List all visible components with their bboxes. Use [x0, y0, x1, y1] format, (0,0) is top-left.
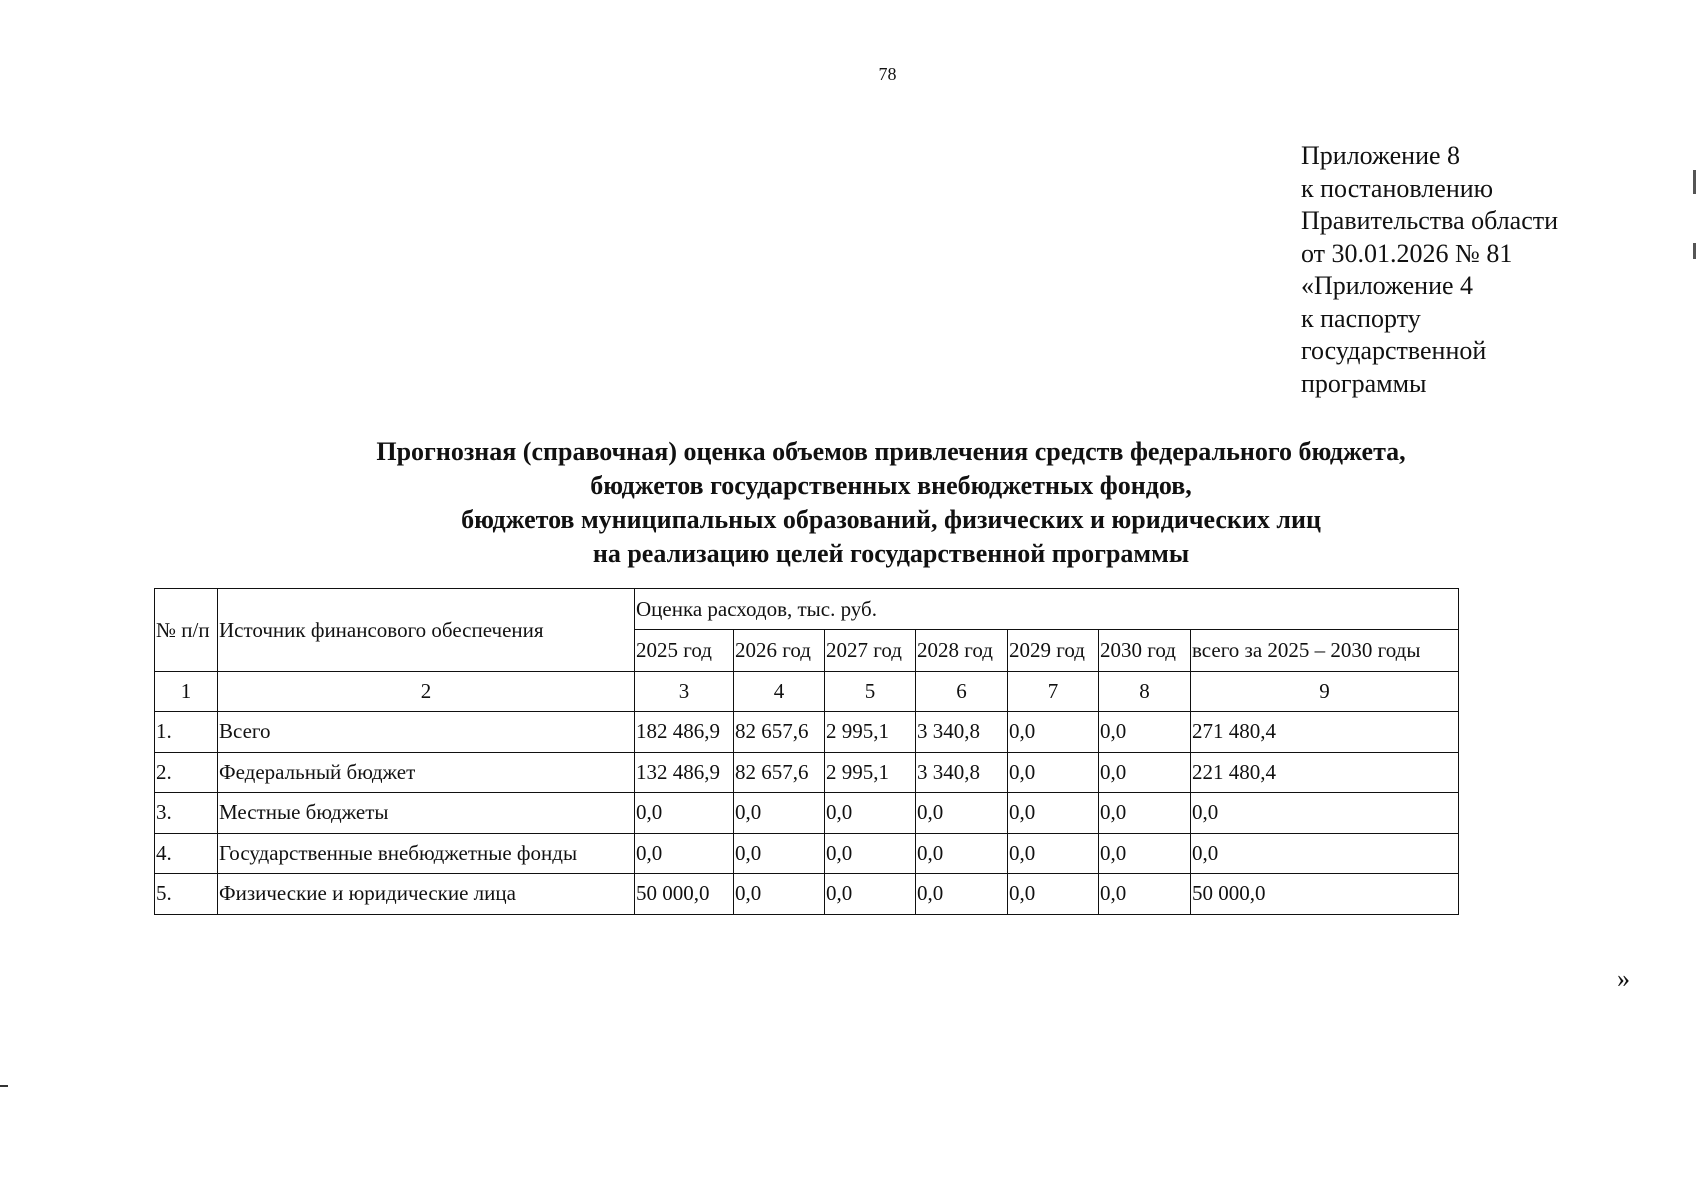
row-value: 0,0 — [1008, 793, 1099, 834]
row-source: Государственные внебюджетные фонды — [218, 833, 635, 874]
table-row — [155, 874, 1459, 915]
header-index: № п/п — [155, 589, 218, 672]
appendix-line: государственной — [1301, 336, 1487, 365]
table-row — [155, 833, 1459, 874]
row-number: 3. — [155, 793, 218, 834]
row-value: 0,0 — [1099, 793, 1191, 834]
appendix-line: к паспорту — [1301, 303, 1421, 333]
column-number: 5 — [825, 672, 916, 712]
column-number: 9 — [1191, 672, 1459, 712]
row-value: 3 340,8 — [916, 712, 1008, 753]
appendix-line: от 30.01.2026 № 81 — [1301, 238, 1513, 268]
header-year: 2030 год — [1099, 630, 1191, 672]
row-value: 2 995,1 — [825, 752, 916, 793]
row-total: 271 480,4 — [1191, 712, 1459, 753]
row-value: 0,0 — [916, 833, 1008, 874]
title-line: Прогнозная (справочная) оценка объемов привлечения средств федерального бюджета, — [376, 437, 1406, 466]
row-total: 221 480,4 — [1191, 752, 1459, 793]
row-value: 0,0 — [825, 874, 916, 915]
column-number: 7 — [1008, 672, 1099, 712]
column-number: 1 — [155, 672, 218, 712]
margin-mark — [0, 1085, 8, 1087]
row-total: 50 000,0 — [1191, 874, 1459, 915]
edge-mark — [1693, 243, 1696, 259]
row-number: 1. — [155, 712, 218, 753]
header-row — [155, 589, 1459, 630]
header-year: 2027 год — [825, 630, 916, 672]
appendix-line: «Приложение 4 — [1301, 271, 1474, 300]
header-year: 2025 год — [635, 630, 734, 672]
row-value: 82 657,6 — [734, 712, 825, 753]
row-value: 0,0 — [1099, 874, 1191, 915]
row-value: 132 486,9 — [635, 752, 734, 793]
table-row — [155, 752, 1459, 793]
table-row — [155, 712, 1459, 753]
row-value: 0,0 — [1008, 712, 1099, 753]
row-value: 0,0 — [635, 833, 734, 874]
row-value: 2 995,1 — [825, 712, 916, 753]
column-number: 2 — [218, 672, 635, 712]
appendix-line: к постановлению — [1301, 173, 1494, 203]
row-number: 2. — [155, 752, 218, 793]
row-source: Местные бюджеты — [218, 793, 635, 834]
row-value: 0,0 — [635, 793, 734, 834]
row-source: Всего — [218, 712, 635, 753]
row-source: Физические и юридические лица — [218, 874, 635, 915]
row-value: 0,0 — [734, 793, 825, 834]
row-value: 182 486,9 — [635, 712, 734, 753]
header-year: 2029 год — [1008, 630, 1099, 672]
column-number-row — [155, 672, 1459, 712]
financing-table — [154, 588, 1459, 915]
table-row — [155, 793, 1459, 834]
title-line: на реализацию целей государственной программы — [592, 539, 1190, 568]
column-number: 4 — [734, 672, 825, 712]
column-number: 3 — [635, 672, 734, 712]
row-value: 0,0 — [734, 874, 825, 915]
row-value: 0,0 — [825, 793, 916, 834]
row-value: 0,0 — [1008, 874, 1099, 915]
header-estimate: Оценка расходов, тыс. руб. — [635, 589, 1459, 630]
row-value: 0,0 — [825, 833, 916, 874]
row-value: 82 657,6 — [734, 752, 825, 793]
row-value: 0,0 — [1008, 752, 1099, 793]
appendix-line: Правительства области — [1301, 206, 1559, 235]
header-year: 2026 год — [734, 630, 825, 672]
row-value: 3 340,8 — [916, 752, 1008, 793]
row-number: 5. — [155, 874, 218, 915]
row-value: 0,0 — [734, 833, 825, 874]
column-number: 6 — [916, 672, 1008, 712]
document-title — [150, 435, 1632, 571]
row-total: 0,0 — [1191, 793, 1459, 834]
row-value: 0,0 — [1099, 833, 1191, 874]
row-number: 4. — [155, 833, 218, 874]
header-year-total: всего за 2025 – 2030 годы — [1191, 630, 1459, 672]
row-value: 0,0 — [916, 874, 1008, 915]
row-value: 0,0 — [1099, 712, 1191, 753]
row-total: 0,0 — [1191, 833, 1459, 874]
appendix-block — [1301, 140, 1558, 400]
header-source: Источник финансового обеспечения — [218, 589, 635, 672]
appendix-line: Приложение 8 — [1301, 141, 1461, 170]
column-number: 8 — [1099, 672, 1191, 712]
title-line: бюджетов муниципальных образований, физических и юридических лиц — [461, 505, 1321, 534]
closing-quote: » — [1617, 964, 1630, 993]
title-line: бюджетов государственных внебюджетных фондов, — [590, 471, 1192, 500]
row-value: 0,0 — [916, 793, 1008, 834]
page-number: 78 — [878, 64, 897, 84]
header-year: 2028 год — [916, 630, 1008, 672]
row-value: 50 000,0 — [635, 874, 734, 915]
row-source: Федеральный бюджет — [218, 752, 635, 793]
appendix-line: программы — [1301, 368, 1427, 398]
row-value: 0,0 — [1008, 833, 1099, 874]
edge-mark — [1693, 170, 1696, 194]
row-value: 0,0 — [1099, 752, 1191, 793]
